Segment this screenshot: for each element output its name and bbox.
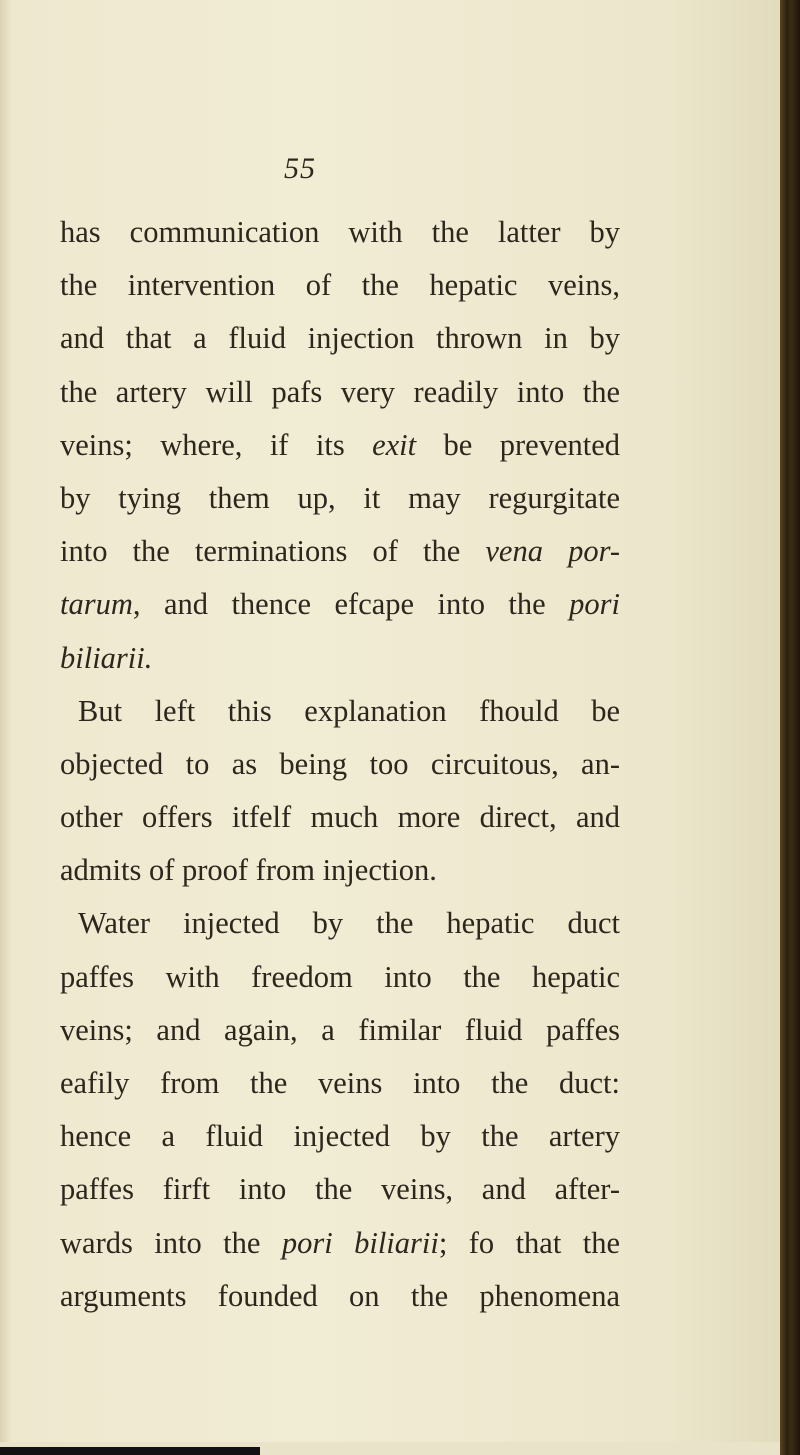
- book-binding-edge: [780, 0, 800, 1455]
- text-line: [60, 1217, 620, 1270]
- text-line: [60, 791, 620, 844]
- text-run: paffes firft into the veins, and after-: [60, 1172, 620, 1207]
- text-line: [60, 206, 620, 259]
- text-line: [60, 1110, 620, 1163]
- text-run: , and thence efcape into the: [132, 587, 570, 622]
- text-run: other offers itfelf much more direct, and: [60, 800, 620, 835]
- text-run: arguments founded on the phenomena: [60, 1278, 620, 1313]
- text-run: veins; and again, a fimilar fluid paffes: [60, 1012, 620, 1047]
- text-line: [60, 1004, 620, 1057]
- text-line: [60, 419, 620, 472]
- page-number: 55: [284, 152, 316, 185]
- text-run: paffes with freedom into the hepatic: [60, 959, 620, 994]
- text-line: [60, 525, 620, 578]
- text-line: [60, 738, 620, 791]
- text-line: [60, 1057, 620, 1110]
- text-line: [60, 1163, 620, 1216]
- text-run: the intervention of the hepatic veins,: [60, 268, 620, 303]
- text-run: the artery will pafs very readily into the: [60, 374, 620, 409]
- text-run: eafily from the veins into the duct:: [60, 1066, 620, 1100]
- text-run: hence a fluid injected by the artery: [60, 1119, 620, 1154]
- italic-text: pori biliarii: [281, 1225, 439, 1260]
- text-run: be prevented: [416, 427, 621, 462]
- text-run: wards into the: [60, 1225, 282, 1260]
- text-line: [60, 951, 620, 1004]
- page-shadow: [0, 0, 12, 1442]
- text-line: [60, 312, 620, 365]
- text-run: by tying them up, it may regurgitate: [60, 480, 620, 515]
- text-run: But left this explanation fhould be: [78, 693, 620, 728]
- text-run: admits of proof from injection.: [60, 853, 437, 888]
- text-run: Water injected by the hepatic duct: [78, 906, 620, 941]
- text-line: [60, 259, 620, 312]
- italic-text: vena por-: [485, 534, 620, 569]
- body-text: [60, 206, 620, 1323]
- italic-text: tarum: [60, 587, 133, 622]
- text-line: [60, 578, 620, 631]
- bottom-edge-shadow: [0, 1447, 260, 1455]
- text-line: [60, 1270, 620, 1323]
- italic-text: pori: [569, 587, 620, 622]
- text-line: [60, 366, 620, 419]
- text-run: ; fo that the: [438, 1225, 620, 1260]
- text-run: veins; where, if its: [60, 427, 373, 462]
- text-run: objected to as being too circuitous, an-: [60, 746, 620, 781]
- text-line: [60, 685, 620, 738]
- text-line: [60, 632, 620, 685]
- text-line: [60, 844, 620, 897]
- text-run: and that a fluid injection thrown in by: [60, 321, 620, 356]
- text-line: [60, 897, 620, 950]
- text-line: [60, 472, 620, 525]
- italic-text: biliarii.: [60, 640, 153, 675]
- italic-text: exit: [372, 427, 417, 462]
- text-run: into the terminations of the: [60, 534, 486, 569]
- text-run: has communication with the latter by: [60, 215, 620, 249]
